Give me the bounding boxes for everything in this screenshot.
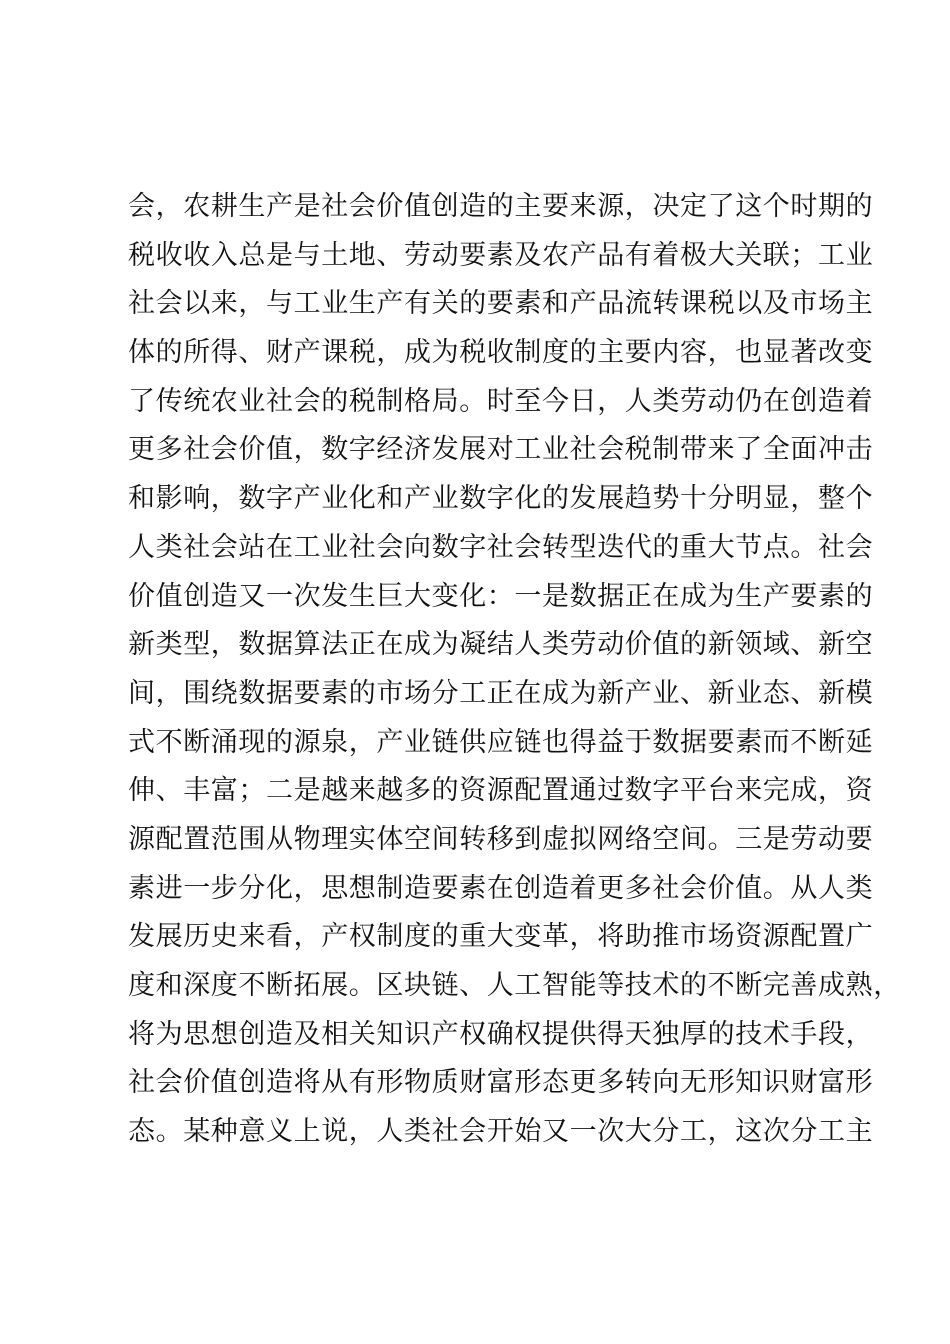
text-line: 人类社会站在工业社会向数字社会转型迭代的重大节点。社会 (128, 531, 874, 563)
text-line: 伸、丰富；二是越来越多的资源配置通过数字平台来完成，资 (128, 775, 874, 807)
text-line: 了传统农业社会的税制格局。时至今日，人类劳动仍在创造着 (128, 385, 874, 417)
text-line: 源配置范围从物理实体空间转移到虚拟网络空间。三是劳动要 (128, 823, 874, 855)
text-line: 会，农耕生产是社会价值创造的主要来源，决定了这个时期的 (128, 191, 874, 222)
text-line: 态。某种意义上说，人类社会开始又一次大分工，这次分工主 (128, 1116, 874, 1148)
text-line: 度和深度不断拓展。区块链、人工智能等技术的不断完善成熟， (128, 970, 901, 1001)
text-line: 式不断涌现的源泉，产业链供应链也得益于数据要素而不断延 (128, 726, 874, 758)
text-line: 将为思想创造及相关知识产权确权提供得天独厚的技术手段， (128, 1018, 874, 1050)
text-line: 体的所得、财产课税，成为税收制度的主要内容，也显著改变 (128, 337, 874, 369)
text-line: 新类型，数据算法正在成为凝结人类劳动价值的新领域、新空 (128, 629, 874, 661)
text-line: 和影响，数字产业化和产业数字化的发展趋势十分明显，整个 (128, 483, 874, 515)
text-line: 间，围绕数据要素的市场分工正在成为新产业、新业态、新模 (128, 677, 874, 709)
body-paragraph (128, 183, 901, 1157)
text-line: 素进一步分化，思想制造要素在创造着更多社会价值。从人类 (128, 872, 874, 904)
text-line: 发展历史来看，产权制度的重大变革，将助推市场资源配置广 (128, 921, 874, 953)
text-line: 税收收入总是与土地、劳动要素及农产品有着极大关联；工业 (128, 239, 874, 271)
text-line: 社会以来，与工业生产有关的要素和产品流转课税以及市场主 (128, 288, 874, 320)
text-line: 价值创造又一次发生巨大变化：一是数据正在成为生产要素的 (128, 580, 874, 612)
text-line: 更多社会价值，数字经济发展对工业社会税制带来了全面冲击 (128, 434, 874, 466)
text-line: 社会价值创造将从有形物质财富形态更多转向无形知识财富形 (128, 1067, 874, 1099)
